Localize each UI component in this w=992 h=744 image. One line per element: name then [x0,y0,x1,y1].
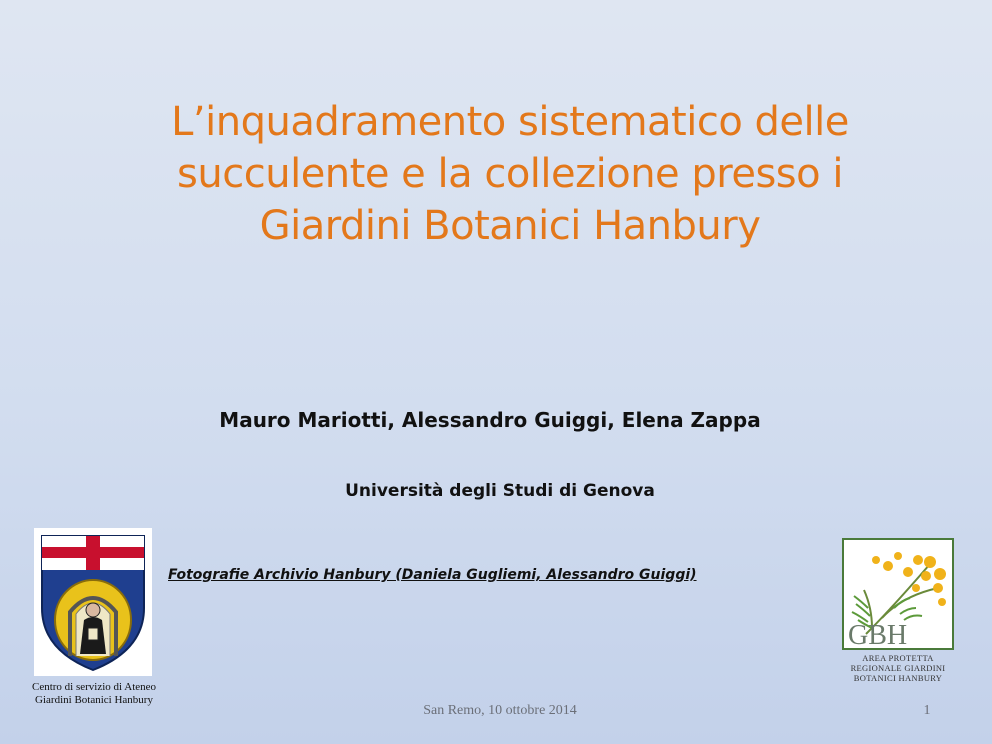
caption-line: BOTANICI HANBURY [853,673,943,683]
caption-line: Giardini Botanici Hanbury [35,694,153,706]
caption-line: AREA PROTETTA [862,653,934,663]
page-number: 1 [923,703,931,718]
title-line: L’inquadramento sistematico delle [171,99,849,145]
photo-credits: Fotografie Archivio Hanbury (Daniela Gugliemi, Alessandro Guiggi) [168,567,697,583]
title-line: Giardini Botanici Hanbury [259,203,761,249]
right-logo-caption [828,653,968,683]
slide-title [120,96,900,252]
university: Università degli Studi di Genova [345,481,655,501]
authors: Mauro Mariotti, Alessandro Guiggi, Elena Zappa [219,408,761,432]
university-shield-logo [34,528,152,676]
gbh-mimosa-logo [842,538,954,650]
gbh-logo-text: GBH [848,620,908,650]
caption-line: REGIONALE GIARDINI [850,663,946,673]
title-line: succulente e la collezione presso i [177,151,843,197]
left-logo-caption [10,681,178,707]
caption-line: Centro di servizio di Ateneo [31,681,157,693]
footer-date: San Remo, 10 ottobre 2014 [423,703,577,718]
